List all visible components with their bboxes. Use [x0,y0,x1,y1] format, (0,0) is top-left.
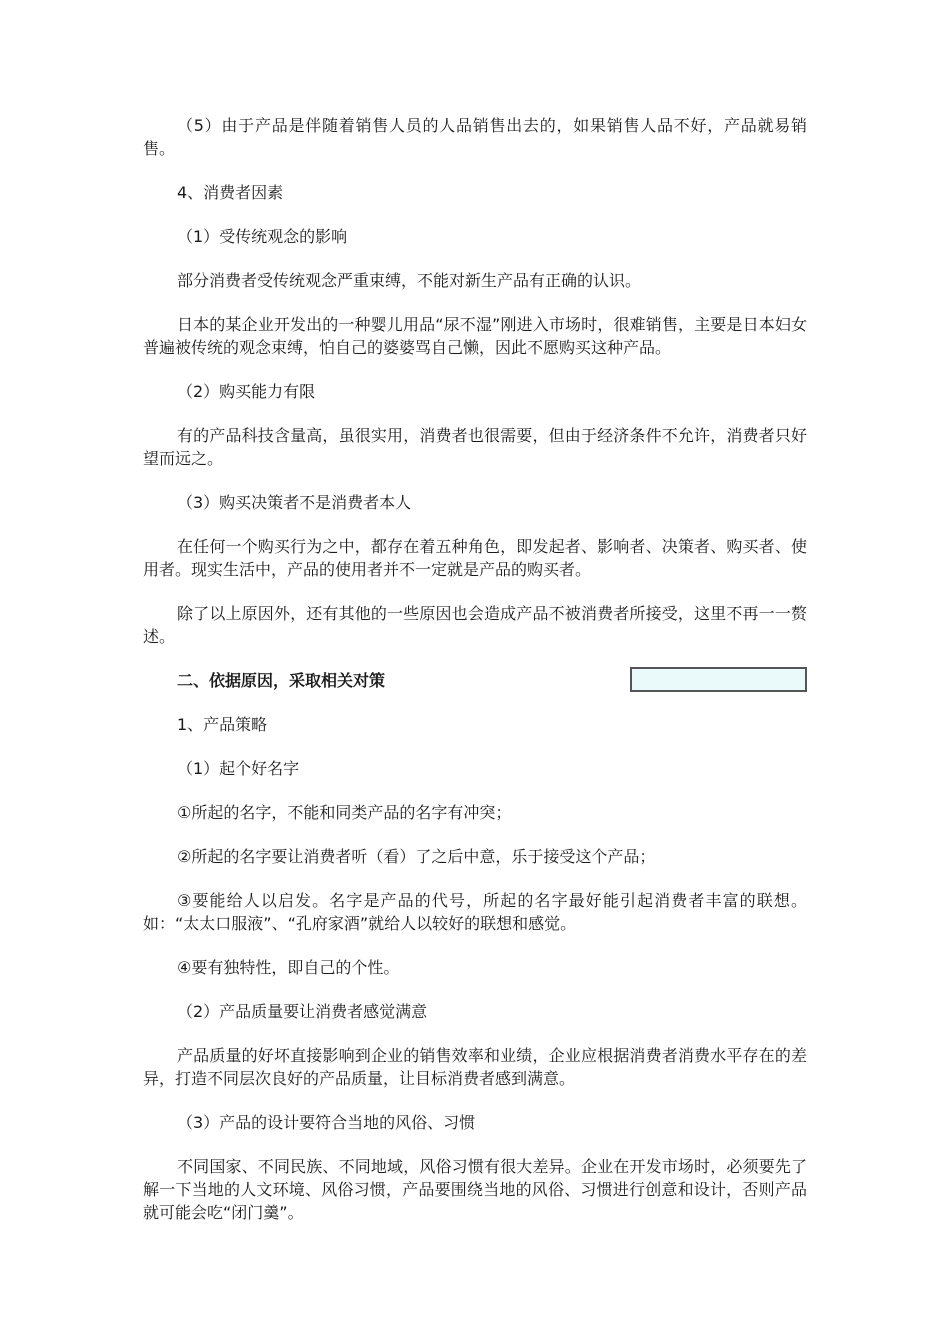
subheading-design-customs: （3）产品的设计要符合当地的风俗、习惯 [177,1113,476,1132]
list-item-name-uniqueness: ④要有独特性，即自己的个性。 [177,958,400,977]
list-item-name-conflict: ①所起的名字，不能和同类产品的名字有冲突； [177,803,512,822]
paragraph-quality: 产品质量的好坏直接影响到企业的销售效率和业绩，企业应根据消费者消费水平存在的差异，打造不同层次良好的产品质量，让目标消费者感到满意。 [143,1046,807,1088]
subheading-purchasing-power: （2）购买能力有限 [177,382,316,401]
subheading-product-strategy: 1、产品策略 [177,715,268,734]
subheading-quality: （2）产品质量要让消费者感觉满意 [177,1002,428,1021]
paragraph-traditional-concepts: 部分消费者受传统观念严重束缚，不能对新生产品有正确的认识。 [177,271,642,290]
paragraph-japan-example: 日本的某企业开发出的一种婴儿用品“尿不湿”刚进入市场时，很难销售，主要是日本妇女普遍被传统的观念束缚，怕自己的婆婆骂自己懒，因此不愿购买这种产品。 [143,315,807,357]
section-heading: 二、依据原因，采取相关对策 [177,671,386,690]
paragraph-five-roles: 在任何一个购买行为之中，都存在着五种角色，即发起者、影响者、决策者、购买者、使用者。现实生活中，产品的使用者并不一定就是产品的购买者。 [143,537,807,579]
subheading-decision-maker: （3）购买决策者不是消费者本人 [177,493,412,512]
highlight-box [630,667,807,692]
paragraph-salesperson-character: （5）由于产品是伴随着销售人员的人品销售出去的，如果销售人品不好，产品就易销售。 [143,116,807,158]
subheading-traditional-concepts: （1）受传统观念的影响 [177,227,348,246]
document-page [143,114,807,1245]
paragraph-design-customs: 不同国家、不同民族、不同地域，风俗习惯有很大差异。企业在开发市场时，必须要先了解一下当地的人文环境、风俗习惯，产品要围绕当地的风俗、习惯进行创意和设计，否则产品就可能会吃“闭门羹”。 [143,1157,807,1222]
paragraph-other-reasons: 除了以上原因外，还有其他的一些原因也会造成产品不被消费者所接受，这里不再一一赘述。 [143,604,807,646]
subheading-good-name: （1）起个好名字 [177,759,300,778]
section-heading-row [143,669,807,692]
list-item-name-inspiration: ③要能给人以启发。名字是产品的代号，所起的名字最好能引起消费者丰富的联想。如：“太太口服液”、“孔府家酒”就给人以较好的联想和感觉。 [143,891,807,933]
list-item-name-appeal: ②所起的名字要让消费者听（看）了之后中意，乐于接受这个产品； [177,847,656,866]
paragraph-purchasing-power: 有的产品科技含量高，虽很实用，消费者也很需要，但由于经济条件不允许，消费者只好望而远之。 [143,426,807,468]
subheading-consumer-factors: 4、消费者因素 [177,183,284,202]
